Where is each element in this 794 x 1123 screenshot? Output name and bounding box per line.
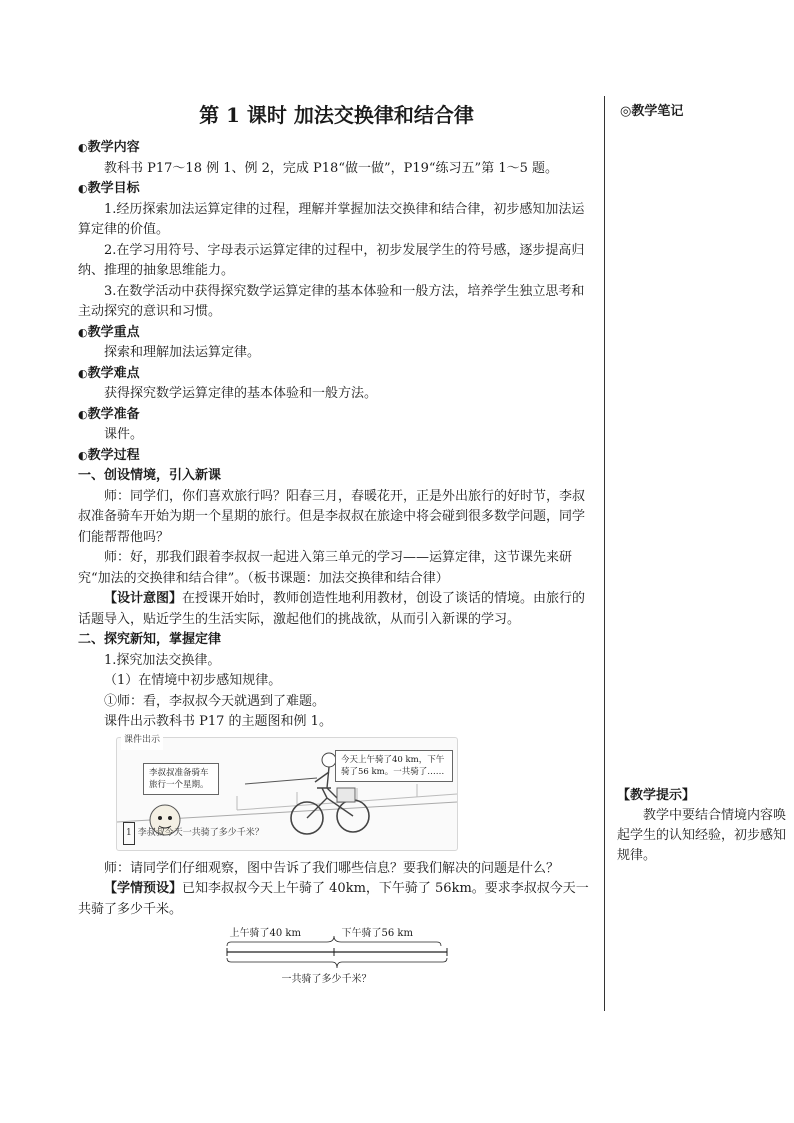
section-heading-difficulty: ◐教学难点: [78, 365, 140, 381]
bullet-icon: ◐: [78, 366, 88, 380]
bullet-icon: ◐: [78, 448, 88, 462]
goal-item: 2.在学习用符号、字母表示运算定律的过程中，初步发展学生的符号感，逐步提高归纳、推理的抽象思维能力。: [78, 242, 585, 278]
section-heading-content: ◐教学内容: [78, 140, 140, 155]
speech-bubble-right: 今天上午骑了40 km，下午骑了56 km。一共骑了……: [335, 750, 453, 782]
line-diagram: [222, 924, 452, 984]
paragraph: （1）在情境中初步感知规律。: [104, 673, 282, 688]
section-heading-goals: ◐教学目标: [78, 181, 140, 196]
section-prep: 课件。: [104, 427, 144, 442]
teaching-tip-body: 教学中要结合情境内容唤起学生的认知经验，初步感知规律。: [617, 808, 787, 863]
goal-item: 1.经历探索加法运算定律的过程，理解并掌握加法交换律和结合律，初步感知加法运算定律的价值。: [78, 201, 585, 237]
teaching-tip-title: 【教学提示】: [617, 788, 696, 803]
page-title: 第 1 课时 加法交换律和结合律: [199, 103, 474, 127]
student-preview: 【学情预设】已知李叔叔今天上午骑了 40km，下午骑了 56km。要求李叔叔今天一共骑了多少千米。: [78, 881, 589, 917]
section-heading-prep: ◐教学准备: [78, 406, 140, 422]
bullet-icon: ◐: [78, 325, 88, 339]
section-key: 探索和理解加法运算定律。: [104, 345, 261, 360]
teaching-tip: [617, 786, 793, 866]
section-content: 教科书 P17～18 例 1、例 2，完成 P18“做一做”，P19“练习五”第 1～5 题。: [104, 160, 559, 176]
section-heading-process: ◐教学过程: [78, 447, 140, 463]
part-heading: 一、创设情境，引入新课: [78, 468, 222, 483]
goal-item: 3.在数学活动中获得探究数学运算定律的基本体验和一般方法，培养学生独立思考和主动探究的意识和习惯。: [78, 283, 585, 319]
column-divider: [604, 96, 605, 1011]
bullet-icon: ◐: [78, 182, 88, 195]
courseware-figure: [116, 734, 458, 851]
paragraph: 1.探究加法交换律。: [104, 652, 221, 668]
diagram-label-left: 上午骑了40 km: [229, 928, 301, 939]
teaching-notes-heading: ◎教学笔记: [620, 104, 684, 119]
section-difficulty: 获得探究数学运算定律的基本体验和一般方法。: [104, 386, 378, 401]
speech-bubble-left: 李叔叔准备骑车旅行一个星期。: [143, 763, 219, 795]
paragraph: 师：同学们，你们喜欢旅行吗？阳春三月，春暖花开，正是外出旅行的好时节，李叔叔准备骑车开始为期一个星期的旅行。但是李叔叔在旅途中将会碰到很多数学问题，同学们能帮帮他吗？: [78, 488, 586, 545]
bullet-icon: ◐: [78, 141, 88, 154]
diagram-label-right: 下午骑了56 km: [341, 928, 413, 939]
figure-label: 课件出示: [121, 730, 163, 751]
section-heading-key: ◐教学重点: [78, 324, 140, 340]
part-heading: 二、探究新知，掌握定律: [78, 632, 222, 647]
paragraph: 师：请同学们仔细观察，图中告诉了我们哪些信息？要我们解决的问题是什么？: [104, 860, 560, 876]
paragraph: ①师：看，李叔叔今天就遇到了难题。: [104, 693, 326, 709]
diagram-label-bottom: 一共骑了多少千米？: [281, 974, 372, 985]
design-intent: 【设计意图】在授课开始时，教师创造性地利用教材，创设了谈话的情境。由旅行的话题导入，贴近学生的生活实际，激起他们的挑战欲，从而引入新课的学习。: [78, 591, 586, 627]
paragraph: 师：好，那我们跟着李叔叔一起进入第三单元的学习——运算定律，这节课先来研究“加法的交换律和结合律”。（板书课题：加法交换律和结合律）: [78, 550, 573, 586]
lesson-plan: [78, 100, 595, 984]
paragraph: 课件出示教科书 P17 的主题图和例 1。: [104, 714, 332, 729]
bullet-icon: ◐: [78, 407, 88, 421]
figure-caption: 1 李叔叔今天一共骑了多少千米？: [123, 822, 264, 845]
